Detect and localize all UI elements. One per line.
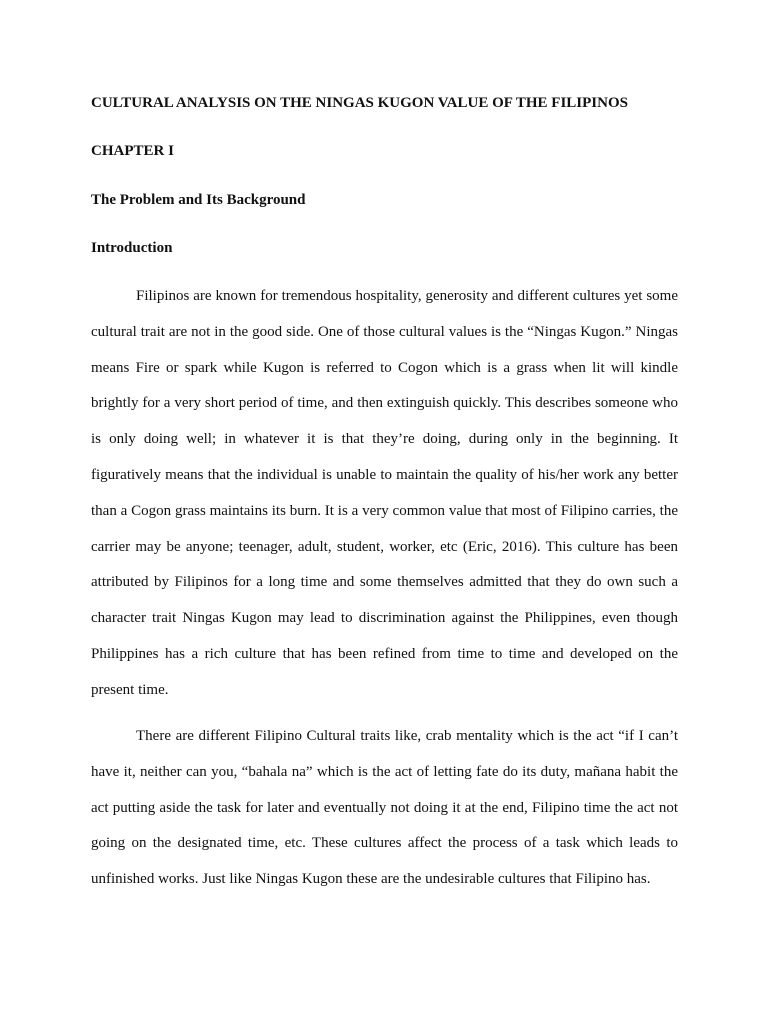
document-title: CULTURAL ANALYSIS ON THE NINGAS KUGON VALUE OF THE FILIPINOS bbox=[91, 95, 628, 111]
body-paragraph: There are different Filipino Cultural traits like, crab mentality which is the act “if I can’t have it, neither can you, “bahala na” which is the act of letting fate do its duty, mañana habit the act putting aside the task for later and eventually not doing it at the end, Filipino time the act not going on the designated time, etc. These cultures affect the process of a task which leads to unfinished works. Just like Ningas Kugon these are the undesirable cultures that Filipino has. bbox=[91, 728, 678, 888]
body-paragraph: Filipinos are known for tremendous hospitality, generosity and different cultures yet some cultural trait are not in the good side. One of those cultural values is the “Ningas Kugon.” Ningas means Fire or spark while Kugon is referred to Cogon which is a grass when lit will kindle brightly for a very short period of time, and then extinguish quickly. This describes someone who is only doing well; in whatever it is that they’re doing, during only in the beginning. It figuratively means that the individual is unable to maintain the quality of his/her work any better than a Cogon grass maintains its burn. It is a very common value that most of Filipino carries, the carrier may be anyone; teenager, adult, student, worker, etc (Eric, 2016). This culture has been attributed by Filipinos for a long time and some themselves admitted that they do own such a character trait Ningas Kugon may lead to discrimination against the Philippines, even though Philippines has a rich culture that has been refined from time to time and developed on the present time. bbox=[91, 288, 678, 698]
subsection-heading: Introduction bbox=[91, 240, 173, 256]
section-heading: The Problem and Its Background bbox=[91, 192, 306, 208]
chapter-heading: CHAPTER I bbox=[91, 143, 174, 159]
